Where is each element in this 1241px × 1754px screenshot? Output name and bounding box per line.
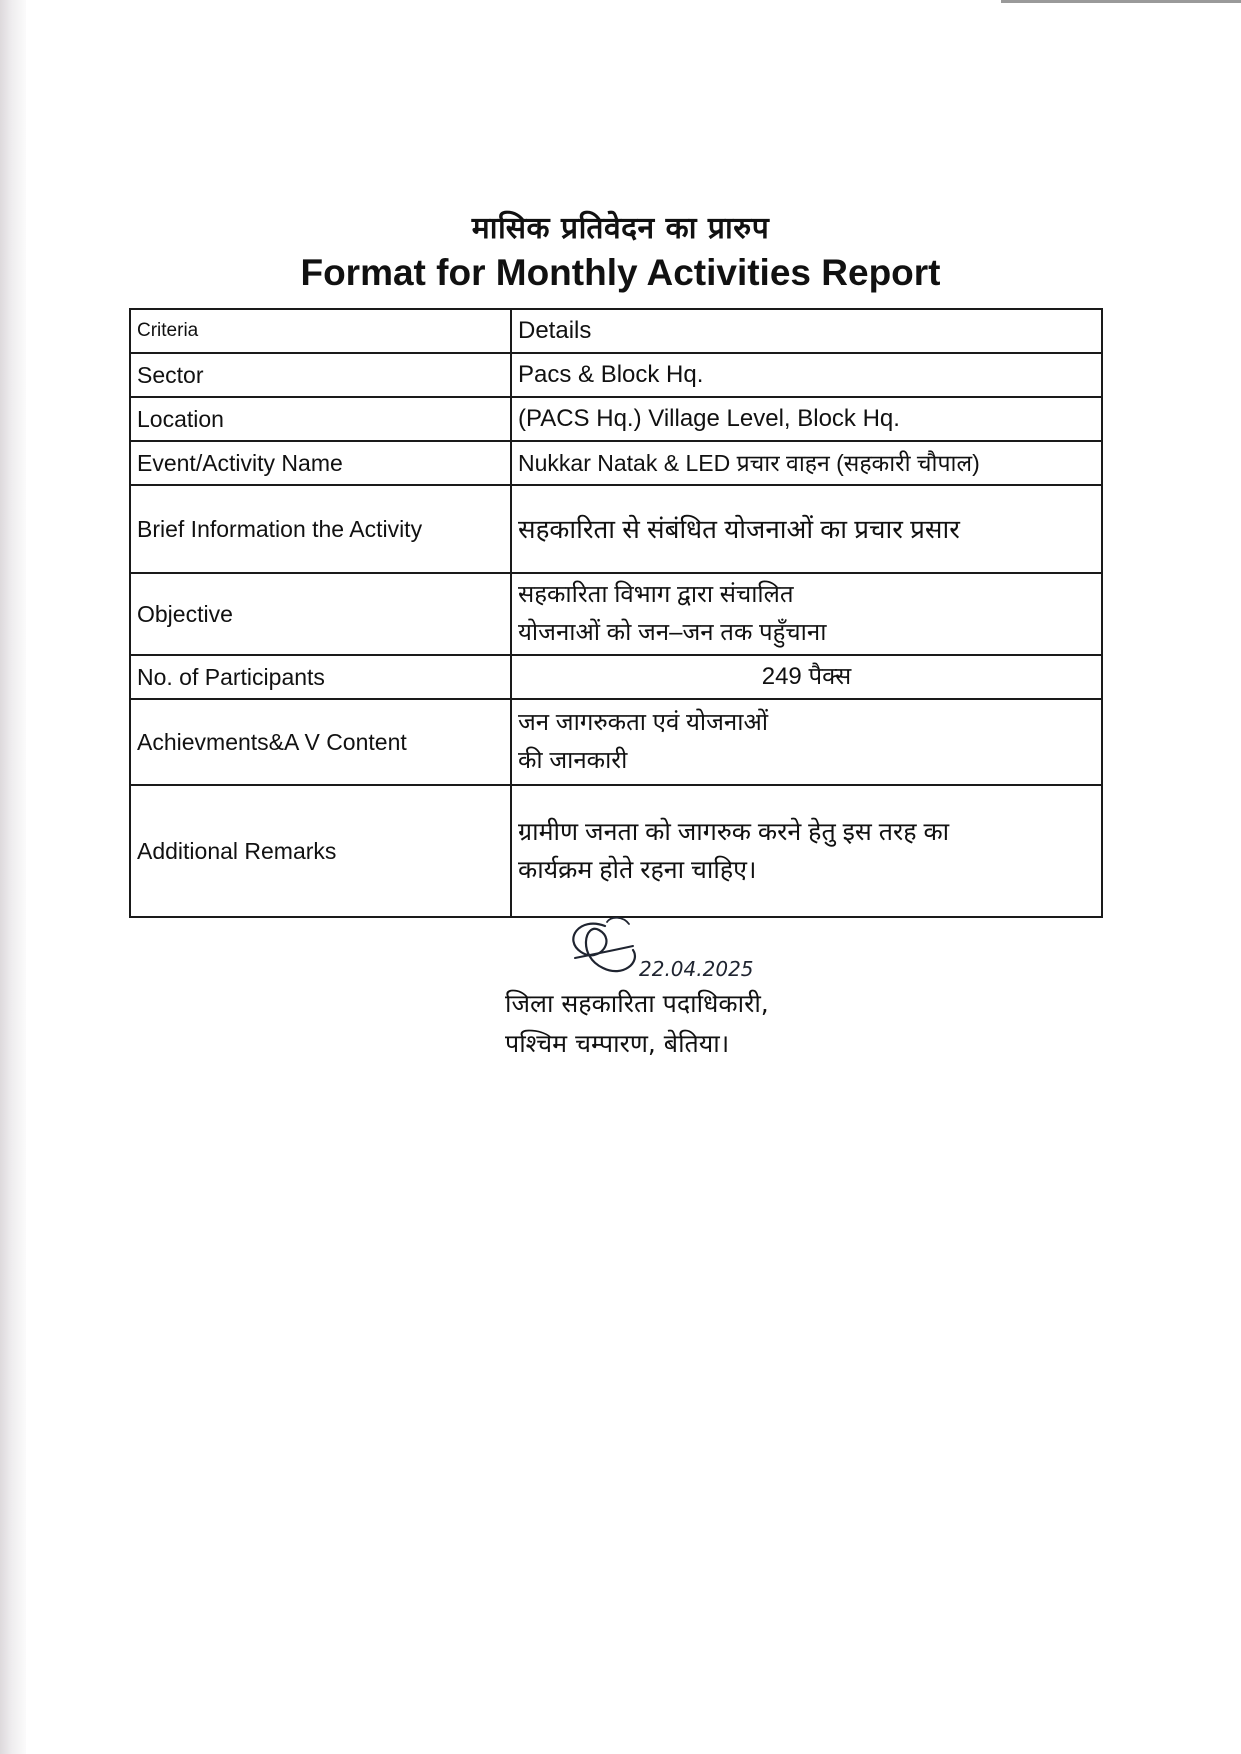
column-header-criteria: Criteria <box>130 309 511 353</box>
criteria-cell: Sector <box>130 353 511 397</box>
details-line: सहकारिता विभाग द्वारा संचालित <box>518 581 794 608</box>
details-line: (PACS Hq.) Village Level, Block Hq. <box>518 405 900 432</box>
details-line: जन जागरुकता एवं योजनाओं <box>518 709 768 736</box>
details-cell <box>511 397 1102 441</box>
details-cell <box>511 699 1102 785</box>
table-header-row <box>130 309 1102 353</box>
criteria-cell: Additional Remarks <box>130 785 511 917</box>
handwritten-signature <box>505 910 825 984</box>
signatory-designation: जिला सहकारिता पदाधिकारी, <box>505 989 769 1018</box>
criteria-cell: Achievments&A V Content <box>130 699 511 785</box>
signatory-place: पश्चिम चम्पारण, बेतिया। <box>505 1029 730 1058</box>
details-line: की जानकारी <box>518 747 628 774</box>
table-row <box>130 397 1102 441</box>
details-line: ग्रामीण जनता को जागरुक करने हेतु इस तरह का <box>518 818 950 846</box>
details-cell <box>511 441 1102 485</box>
table-row <box>130 441 1102 485</box>
criteria-cell: Location <box>130 397 511 441</box>
signature-block <box>505 910 925 1064</box>
scan-top-mark <box>1001 0 1241 3</box>
details-line: Nukkar Natak & LED प्रचार वाहन (सहकारी चौपाल) <box>518 450 980 476</box>
signature-date: 22.04.2025 <box>639 957 754 981</box>
table-row <box>130 655 1102 699</box>
criteria-cell: No. of Participants <box>130 655 511 699</box>
details-line: सहकारिता से संबंधित योजनाओं का प्रचार प्रसार <box>518 514 960 544</box>
details-cell <box>511 785 1102 917</box>
table-row <box>130 785 1102 917</box>
details-line: कार्यक्रम होते रहना चाहिए। <box>518 856 757 884</box>
details-line: योजनाओं को जन–जन तक पहुँचाना <box>518 619 827 646</box>
report-title-hindi: मासिक प्रतिवेदन का प्रारुप <box>471 211 770 246</box>
details-cell <box>511 573 1102 655</box>
details-cell <box>511 485 1102 573</box>
table-row <box>130 699 1102 785</box>
table-row <box>130 485 1102 573</box>
report-table <box>129 308 1103 918</box>
table-row <box>130 573 1102 655</box>
column-header-details: Details <box>511 309 1102 353</box>
details-cell <box>511 655 1102 699</box>
report-title-english: Format for Monthly Activities Report <box>300 252 941 293</box>
criteria-cell: Event/Activity Name <box>130 441 511 485</box>
table-row <box>130 353 1102 397</box>
criteria-cell: Objective <box>130 573 511 655</box>
details-line: Pacs & Block Hq. <box>518 361 704 388</box>
criteria-cell: Brief Information the Activity <box>130 485 511 573</box>
details-line: 249 पैक्स <box>761 663 852 690</box>
details-cell <box>511 353 1102 397</box>
